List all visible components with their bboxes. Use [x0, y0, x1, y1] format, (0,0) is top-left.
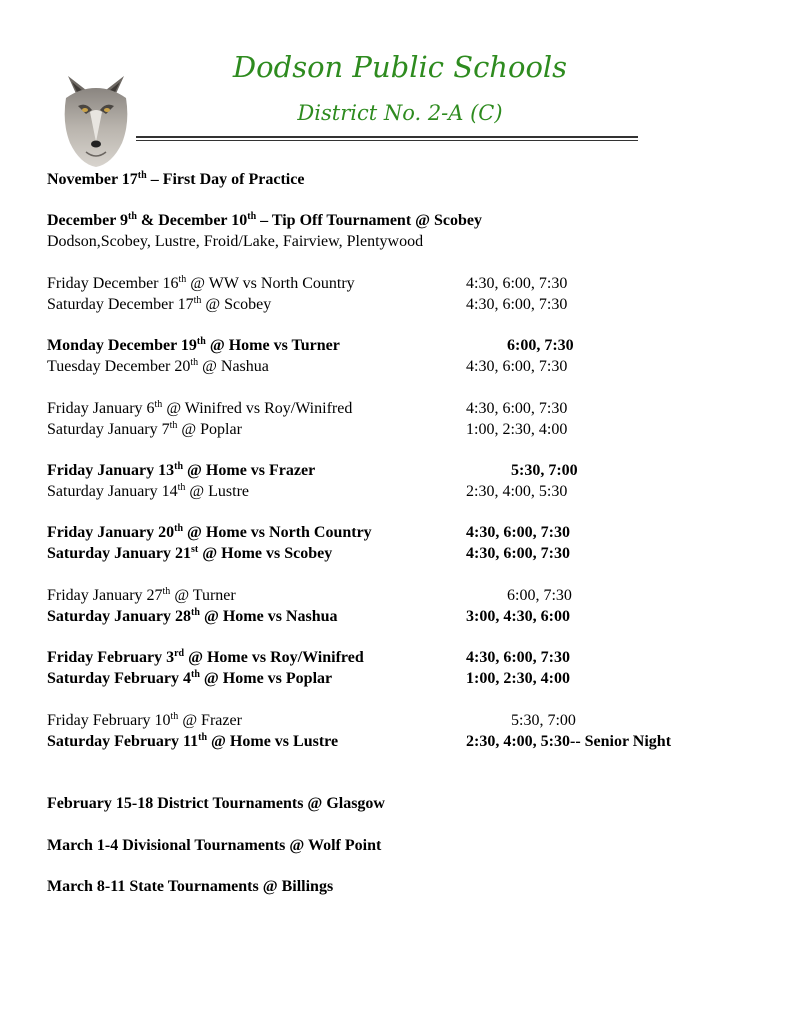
game-line: Saturday January 14th @ Lustre [47, 482, 250, 500]
game-times: 2:30, 4:00, 5:30 [466, 483, 568, 500]
game-times: 4:30, 6:00, 7:30 [466, 400, 568, 417]
game-line: Saturday January 28th @ Home vs Nashua [47, 607, 338, 625]
wolf-logo-icon [56, 68, 136, 168]
game-times: 3:00, 4:30, 6:00 [466, 608, 570, 625]
game-line: Tuesday December 20th @ Nashua [47, 357, 269, 375]
practice-line: November 17th – First Day of Practice [47, 170, 305, 188]
district-name: District No. 2-A (C) [297, 101, 503, 125]
game-line: Friday January 27th @ Turner [47, 586, 236, 604]
game-times: 4:30, 6:00, 7:30 [466, 545, 570, 562]
tipoff-line: December 9th & December 10th – Tip Off Tournament @ Scobey [47, 211, 483, 229]
game-times: 5:30, 7:00 [511, 712, 576, 729]
game-line: Saturday February 4th @ Home vs Poplar [47, 669, 333, 687]
state-tournament: March 8-11 State Tournaments @ Billings [47, 878, 334, 895]
game-times: 6:00, 7:30 [507, 587, 572, 604]
game-times: 4:30, 6:00, 7:30 [466, 524, 570, 541]
game-times: 5:30, 7:00 [511, 462, 578, 479]
game-times: 4:30, 6:00, 7:30 [466, 296, 568, 313]
game-times: 6:00, 7:30 [507, 337, 574, 354]
game-line: Friday January 20th @ Home vs North Country [47, 523, 372, 541]
header-rule-thick [136, 136, 638, 138]
game-line: Friday January 13th @ Home vs Frazer [47, 461, 316, 479]
game-line: Friday January 6th @ Winifred vs Roy/Winifred [47, 399, 353, 417]
game-times: 1:00, 2:30, 4:00 [466, 421, 568, 438]
game-line: Saturday January 7th @ Poplar [47, 420, 242, 438]
game-line: Saturday January 21st @ Home vs Scobey [47, 544, 333, 562]
header-rule-thin [136, 140, 638, 141]
game-times: 4:30, 6:00, 7:30 [466, 275, 568, 292]
game-times: 4:30, 6:00, 7:30 [466, 649, 570, 666]
school-name: Dodson Public Schools [232, 50, 568, 84]
game-line: Monday December 19th @ Home vs Turner [47, 336, 340, 354]
game-times: 2:30, 4:00, 5:30-- Senior Night [466, 733, 672, 750]
divisional-tournament: March 1-4 Divisional Tournaments @ Wolf Point [47, 837, 382, 854]
game-line: Saturday February 11th @ Home vs Lustre [47, 732, 339, 750]
game-line: Friday December 16th @ WW vs North Country [47, 274, 355, 292]
game-line: Friday February 3rd @ Home vs Roy/Winifred [47, 648, 364, 666]
game-line: Friday February 10th @ Frazer [47, 711, 242, 729]
game-line: Saturday December 17th @ Scobey [47, 295, 272, 313]
game-times: 1:00, 2:30, 4:00 [466, 670, 570, 687]
tipoff-teams: Dodson,Scobey, Lustre, Froid/Lake, Fairview, Plentywood [47, 233, 424, 250]
district-tournament: February 15-18 District Tournaments @ Glasgow [47, 795, 385, 812]
game-times: 4:30, 6:00, 7:30 [466, 358, 568, 375]
